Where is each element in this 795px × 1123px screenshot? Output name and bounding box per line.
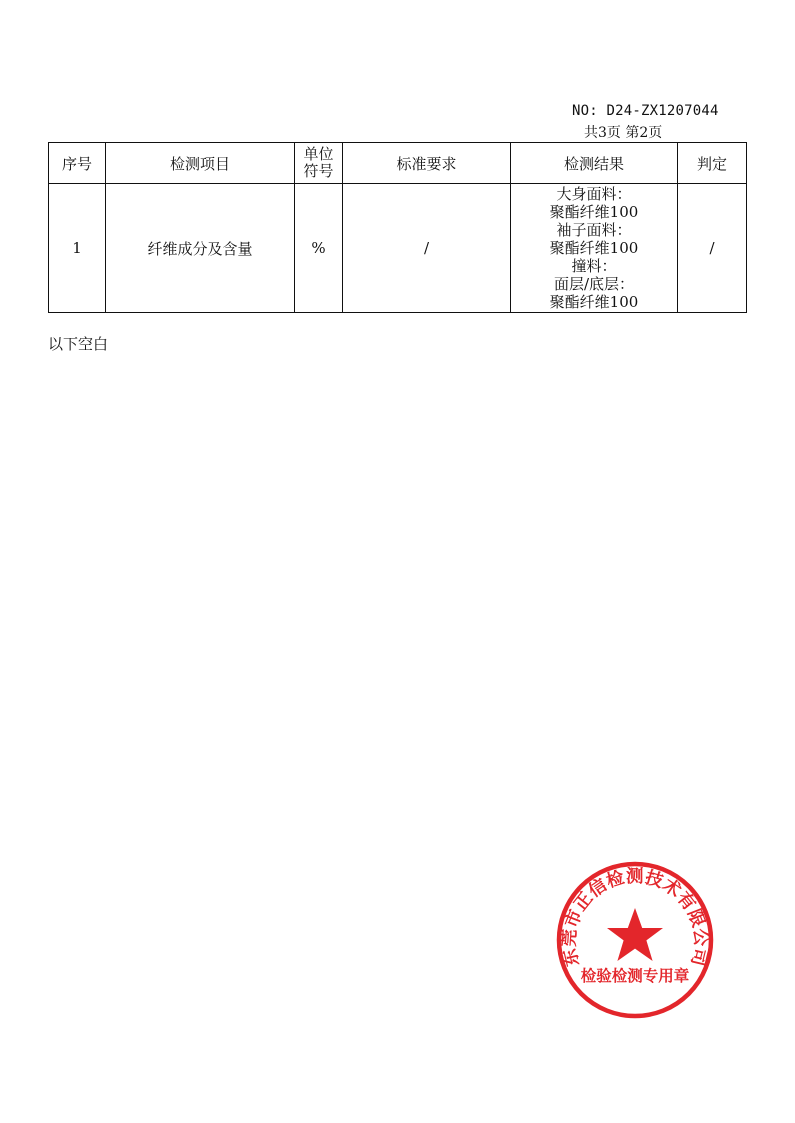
seal-company-name: 东莞市正信检测技术有限公司 [559, 867, 711, 969]
table-row [49, 184, 747, 313]
col-header-result: 检测结果 [511, 143, 678, 184]
seal-star-icon [607, 908, 663, 961]
col-header-unit [295, 143, 343, 184]
result-line: 聚酯纤维100 [549, 203, 639, 221]
cell-standard: / [343, 184, 511, 313]
result-line: 撞料： [571, 257, 617, 275]
col-header-index: 序号 [49, 143, 106, 184]
seal-purpose-text: 检验检测专用章 [580, 966, 690, 985]
report-number: NO: D24-ZX1207044 [572, 103, 719, 119]
table-header-row [49, 143, 747, 184]
col-header-unit-line1: 单位 [303, 145, 334, 163]
col-header-judgement: 判定 [678, 143, 747, 184]
result-line: 大身面料： [556, 185, 632, 203]
result-line: 聚酯纤维100 [549, 293, 639, 311]
cell-result [511, 184, 678, 313]
result-line: 面层/底层： [553, 275, 635, 293]
company-seal-stamp [555, 860, 715, 1020]
col-header-unit-line2: 符号 [303, 162, 334, 180]
col-header-standard: 标准要求 [343, 143, 511, 184]
blank-below-note: 以下空白 [48, 335, 109, 353]
test-results-table [48, 142, 747, 313]
col-header-item: 检测项目 [106, 143, 295, 184]
result-line: 袖子面料： [556, 221, 632, 239]
result-line: 聚酯纤维100 [549, 239, 639, 257]
cell-item: 纤维成分及含量 [106, 184, 295, 313]
page-info: 共3页 第2页 [584, 125, 663, 141]
cell-unit: % [295, 184, 343, 313]
cell-index: 1 [49, 184, 106, 313]
cell-judgement: / [678, 184, 747, 313]
